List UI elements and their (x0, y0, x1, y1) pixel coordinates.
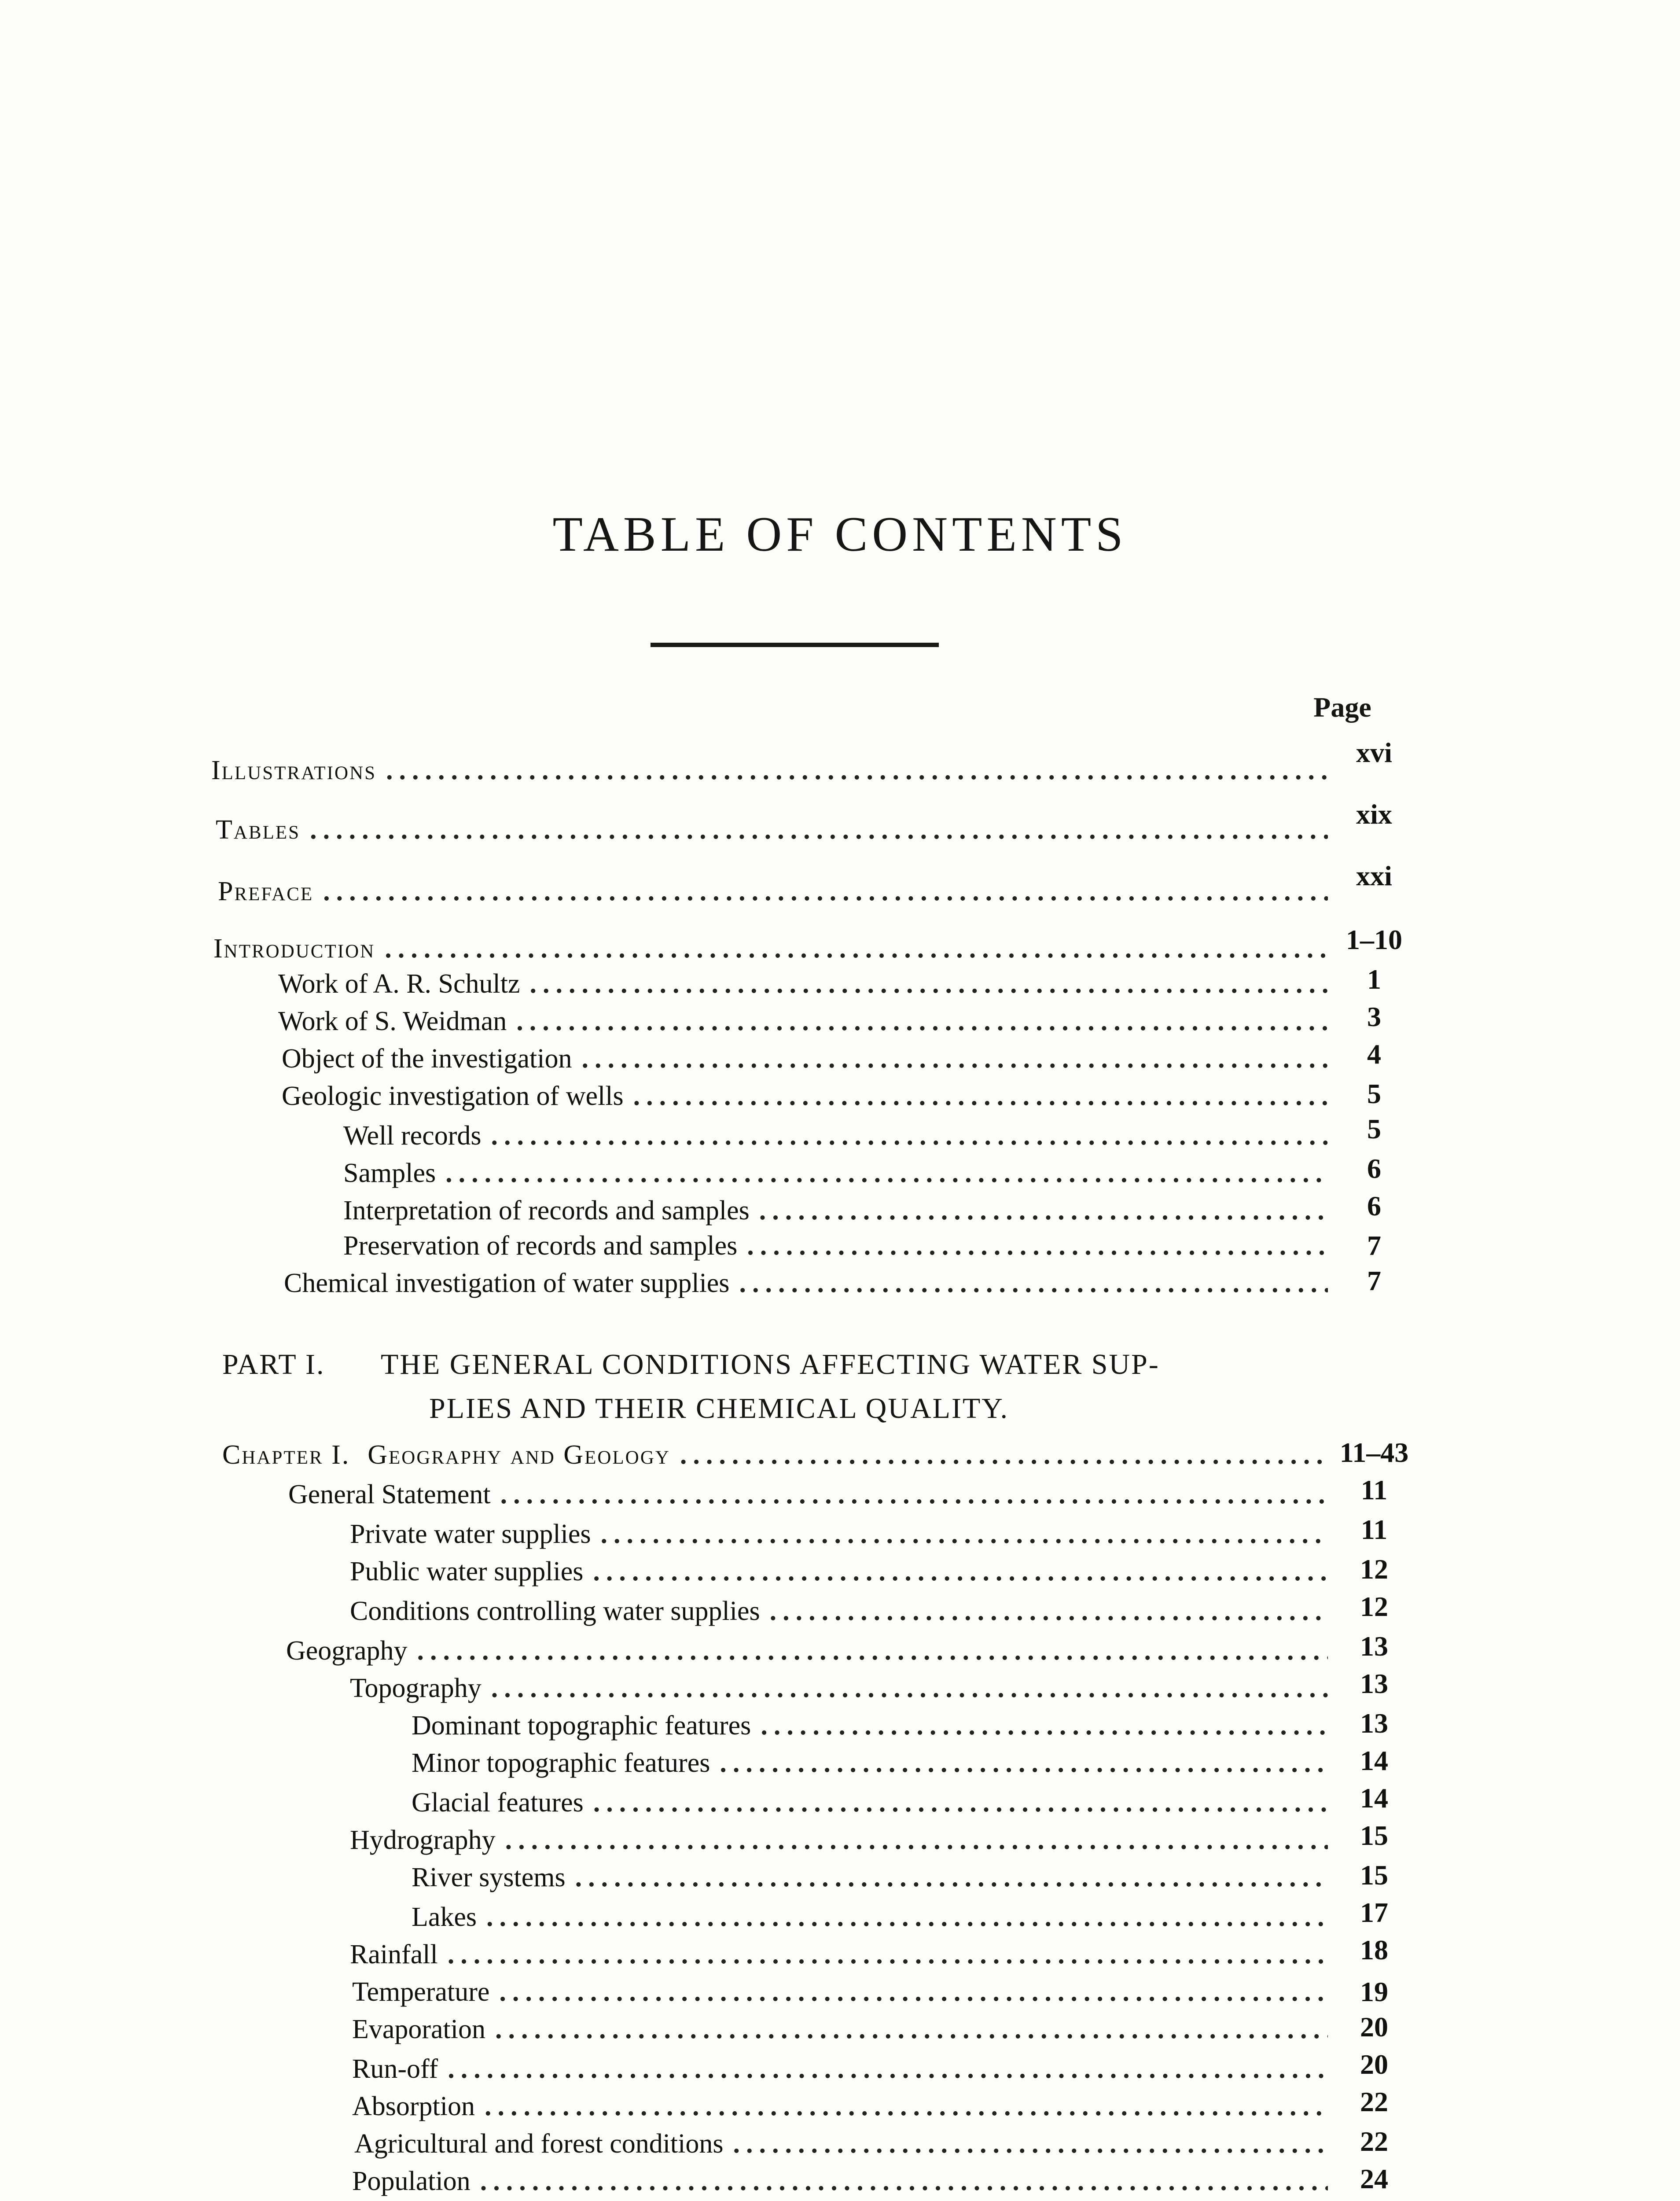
toc-entry-page: 13 (1360, 1708, 1388, 1739)
toc-entry-label: Conditions controlling water supplies (350, 1596, 760, 1626)
toc-entry-label: Tables (216, 815, 301, 845)
leader-dots (499, 1974, 1328, 2010)
leader-dots (495, 2012, 1328, 2047)
toc-entry-label: Glacial features (412, 1788, 584, 1818)
toc-entry-label: Population (352, 2166, 471, 2196)
toc-entry-label: Geologic investigation of wells (282, 1081, 624, 1111)
toc-entry-tables[interactable] (216, 799, 1392, 847)
leader-dots (733, 2126, 1328, 2161)
leader-dots (593, 1554, 1328, 1589)
leader-dots (601, 1516, 1328, 1552)
toc-entry-label: Public water supplies (350, 1557, 584, 1586)
toc-entry-object[interactable] (282, 1038, 1381, 1076)
toc-entry-label: Geography (286, 1636, 408, 1666)
toc-entry-interpretation[interactable] (343, 1190, 1381, 1228)
toc-entry-run-off[interactable] (352, 2049, 1388, 2087)
part-number: PART I. (222, 1348, 325, 1380)
page-title: TABLE OF CONTENTS (552, 507, 1128, 562)
chapter-title: Geography and Geology (368, 1440, 670, 1470)
toc-entry-chemical-investigation[interactable] (284, 1265, 1381, 1301)
toc-entry-samples[interactable] (343, 1153, 1381, 1191)
toc-entry-lakes[interactable] (412, 1897, 1388, 1935)
chapter-number: Chapter I. (222, 1440, 350, 1470)
part-title-line-1: THE GENERAL CONDITIONS AFFECTING WATER SUP- (381, 1348, 1160, 1380)
toc-entry-work-schultz[interactable] (278, 964, 1381, 1001)
toc-entry-page: 4 (1367, 1038, 1381, 1070)
leader-dots (480, 2164, 1328, 2199)
toc-entry-page: 15 (1360, 1820, 1388, 1851)
toc-entry-label: Dominant topographic features (412, 1711, 751, 1741)
toc-entry-label: Minor topographic features (412, 1748, 710, 1778)
toc-entry-label: Object of the investigation (282, 1044, 572, 1074)
toc-entry-page: 6 (1367, 1153, 1381, 1184)
toc-entry-population[interactable] (352, 2163, 1388, 2199)
leader-dots (633, 1078, 1328, 1114)
toc-entry-page: 1 (1367, 964, 1381, 995)
toc-entry-label: Samples (343, 1158, 436, 1188)
toc-entry-label: Preface (218, 876, 314, 906)
toc-entry-evaporation[interactable] (352, 2011, 1388, 2047)
toc-entry-page: 13 (1360, 1668, 1388, 1699)
toc-entry-geologic-investigation[interactable] (282, 1078, 1381, 1114)
toc-entry-page: 3 (1367, 1001, 1381, 1032)
toc-entry-label: Lakes (412, 1902, 477, 1932)
toc-entry-label: Preservation of records and samples (343, 1231, 738, 1261)
toc-entry-page: 5 (1367, 1078, 1381, 1109)
toc-entry-page: 18 (1360, 1934, 1388, 1965)
toc-entry-label: Private water supplies (350, 1519, 591, 1549)
leader-dots (770, 1594, 1328, 1629)
part-title-line-2: PLIES AND THEIR CHEMICAL QUALITY. (429, 1392, 1009, 1424)
toc-entry-work-weidman[interactable] (278, 1001, 1381, 1039)
part-heading (222, 1343, 1314, 1431)
toc-entry-label: Chemical investigation of water supplies (284, 1268, 730, 1298)
toc-entry-page: 13 (1360, 1631, 1388, 1662)
part-heading-line-1 (222, 1343, 1314, 1387)
toc-entry-page: 6 (1367, 1190, 1381, 1222)
leader-dots (500, 1477, 1328, 1512)
leader-dots (739, 1266, 1328, 1301)
toc-entry-topography[interactable] (350, 1668, 1388, 1706)
page-column-header: Page (1313, 692, 1371, 723)
leader-dots (761, 1708, 1328, 1743)
toc-entry-label: Absorption (352, 2091, 475, 2121)
leader-dots (759, 1193, 1328, 1228)
leader-dots (448, 1937, 1328, 1972)
leader-dots (516, 1004, 1328, 1039)
toc-entry-page: 14 (1360, 1782, 1388, 1814)
toc-entry-label: Well records (343, 1121, 482, 1151)
toc-entry-page: 7 (1367, 1230, 1381, 1261)
toc-entry-river-systems[interactable] (412, 1859, 1388, 1895)
toc-entry-label: Temperature (352, 1977, 490, 2007)
leader-dots (445, 1156, 1328, 1191)
toc-entry-well-records[interactable] (343, 1113, 1381, 1153)
toc-entry-dominant-features[interactable] (412, 1708, 1388, 1743)
toc-entry-page: 7 (1367, 1265, 1381, 1296)
leader-dots (593, 1785, 1328, 1820)
title-rule (651, 643, 939, 647)
toc-entry-general-statement[interactable] (288, 1474, 1388, 1512)
toc-entry-label: Introduction (213, 934, 375, 964)
toc-entry-page: 11 (1360, 1514, 1388, 1545)
toc-entry-label: Hydrography (350, 1825, 496, 1855)
toc-entry-page: 5 (1367, 1113, 1381, 1145)
toc-entry-minor-features[interactable] (412, 1745, 1388, 1781)
leader-dots (680, 1437, 1328, 1472)
toc-entry-page: 20 (1360, 2049, 1388, 2080)
toc-entry-page: xxi (1356, 860, 1392, 891)
toc-entry-glacial-features[interactable] (412, 1782, 1388, 1820)
leader-dots (485, 2089, 1328, 2124)
leader-dots (505, 1822, 1328, 1858)
leader-dots (491, 1671, 1328, 1706)
toc-entry-temperature[interactable] (352, 1974, 1388, 2010)
toc-entry-page: 24 (1360, 2163, 1388, 2194)
toc-entry-page: xvi (1356, 737, 1392, 768)
toc-entry-private-water[interactable] (350, 1514, 1388, 1552)
leader-dots (310, 812, 1328, 847)
toc-entry-label: Work of S. Weidman (278, 1006, 507, 1036)
toc-entry-label: General Statement (288, 1480, 491, 1509)
toc-entry-introduction[interactable] (213, 924, 1402, 966)
toc-entry-preface[interactable] (218, 860, 1392, 909)
toc-entry-page: 11 (1360, 1474, 1388, 1505)
leader-dots (448, 2051, 1328, 2087)
leader-dots (323, 874, 1328, 909)
toc-entry-conditions[interactable] (350, 1591, 1388, 1629)
toc-entry-page: 17 (1360, 1897, 1388, 1928)
leader-dots (530, 966, 1328, 1001)
toc-entry-page: 1–10 (1346, 924, 1402, 955)
toc-entry-label: Run-off (352, 2054, 438, 2084)
toc-entry-label: River systems (412, 1862, 566, 1892)
toc-chapter-1[interactable] (222, 1437, 1409, 1472)
toc-entry-page: 14 (1360, 1745, 1388, 1776)
toc-entry-label: Interpretation of records and samples (343, 1196, 750, 1226)
toc-entry-page: xix (1356, 799, 1392, 830)
leader-dots (575, 1860, 1328, 1895)
toc-entry-page: 11–43 (1339, 1437, 1409, 1468)
leader-dots (417, 1633, 1328, 1668)
toc-entry-absorption[interactable] (352, 2086, 1388, 2124)
toc-entry-public-water[interactable] (350, 1553, 1388, 1589)
toc-entry-page: 22 (1360, 2126, 1388, 2157)
toc-entry-rainfall[interactable] (350, 1934, 1388, 1972)
toc-entry-page: 12 (1360, 1591, 1388, 1622)
toc-entry-label: Rainfall (350, 1940, 438, 1969)
toc-entry-geography[interactable] (286, 1631, 1388, 1668)
leader-dots (581, 1041, 1328, 1076)
toc-entry-preservation[interactable] (343, 1228, 1381, 1263)
toc-entry-page: 20 (1360, 2011, 1388, 2043)
toc-entry-agricultural[interactable] (354, 2126, 1388, 2161)
leader-dots (747, 1228, 1328, 1263)
leader-dots (720, 1745, 1328, 1781)
toc-entry-label: Work of A. R. Schultz (278, 969, 520, 999)
toc-entry-label: Illustrations (211, 755, 376, 785)
toc-entry-label: Agricultural and forest conditions (354, 2129, 724, 2159)
toc-entry-illustrations[interactable] (211, 737, 1392, 788)
toc-entry-hydrography[interactable] (350, 1820, 1388, 1858)
toc-entry-page: 19 (1360, 1976, 1388, 2007)
toc-entry-page: 12 (1360, 1553, 1388, 1585)
leader-dots (491, 1118, 1328, 1153)
toc-entry-label: Topography (350, 1673, 482, 1703)
leader-dots (486, 1899, 1328, 1935)
leader-dots (386, 753, 1328, 788)
toc-entry-page: 22 (1360, 2086, 1388, 2117)
leader-dots (385, 931, 1328, 966)
toc-entry-page: 15 (1360, 1859, 1388, 1891)
toc-entry-label: Evaporation (352, 2014, 486, 2044)
